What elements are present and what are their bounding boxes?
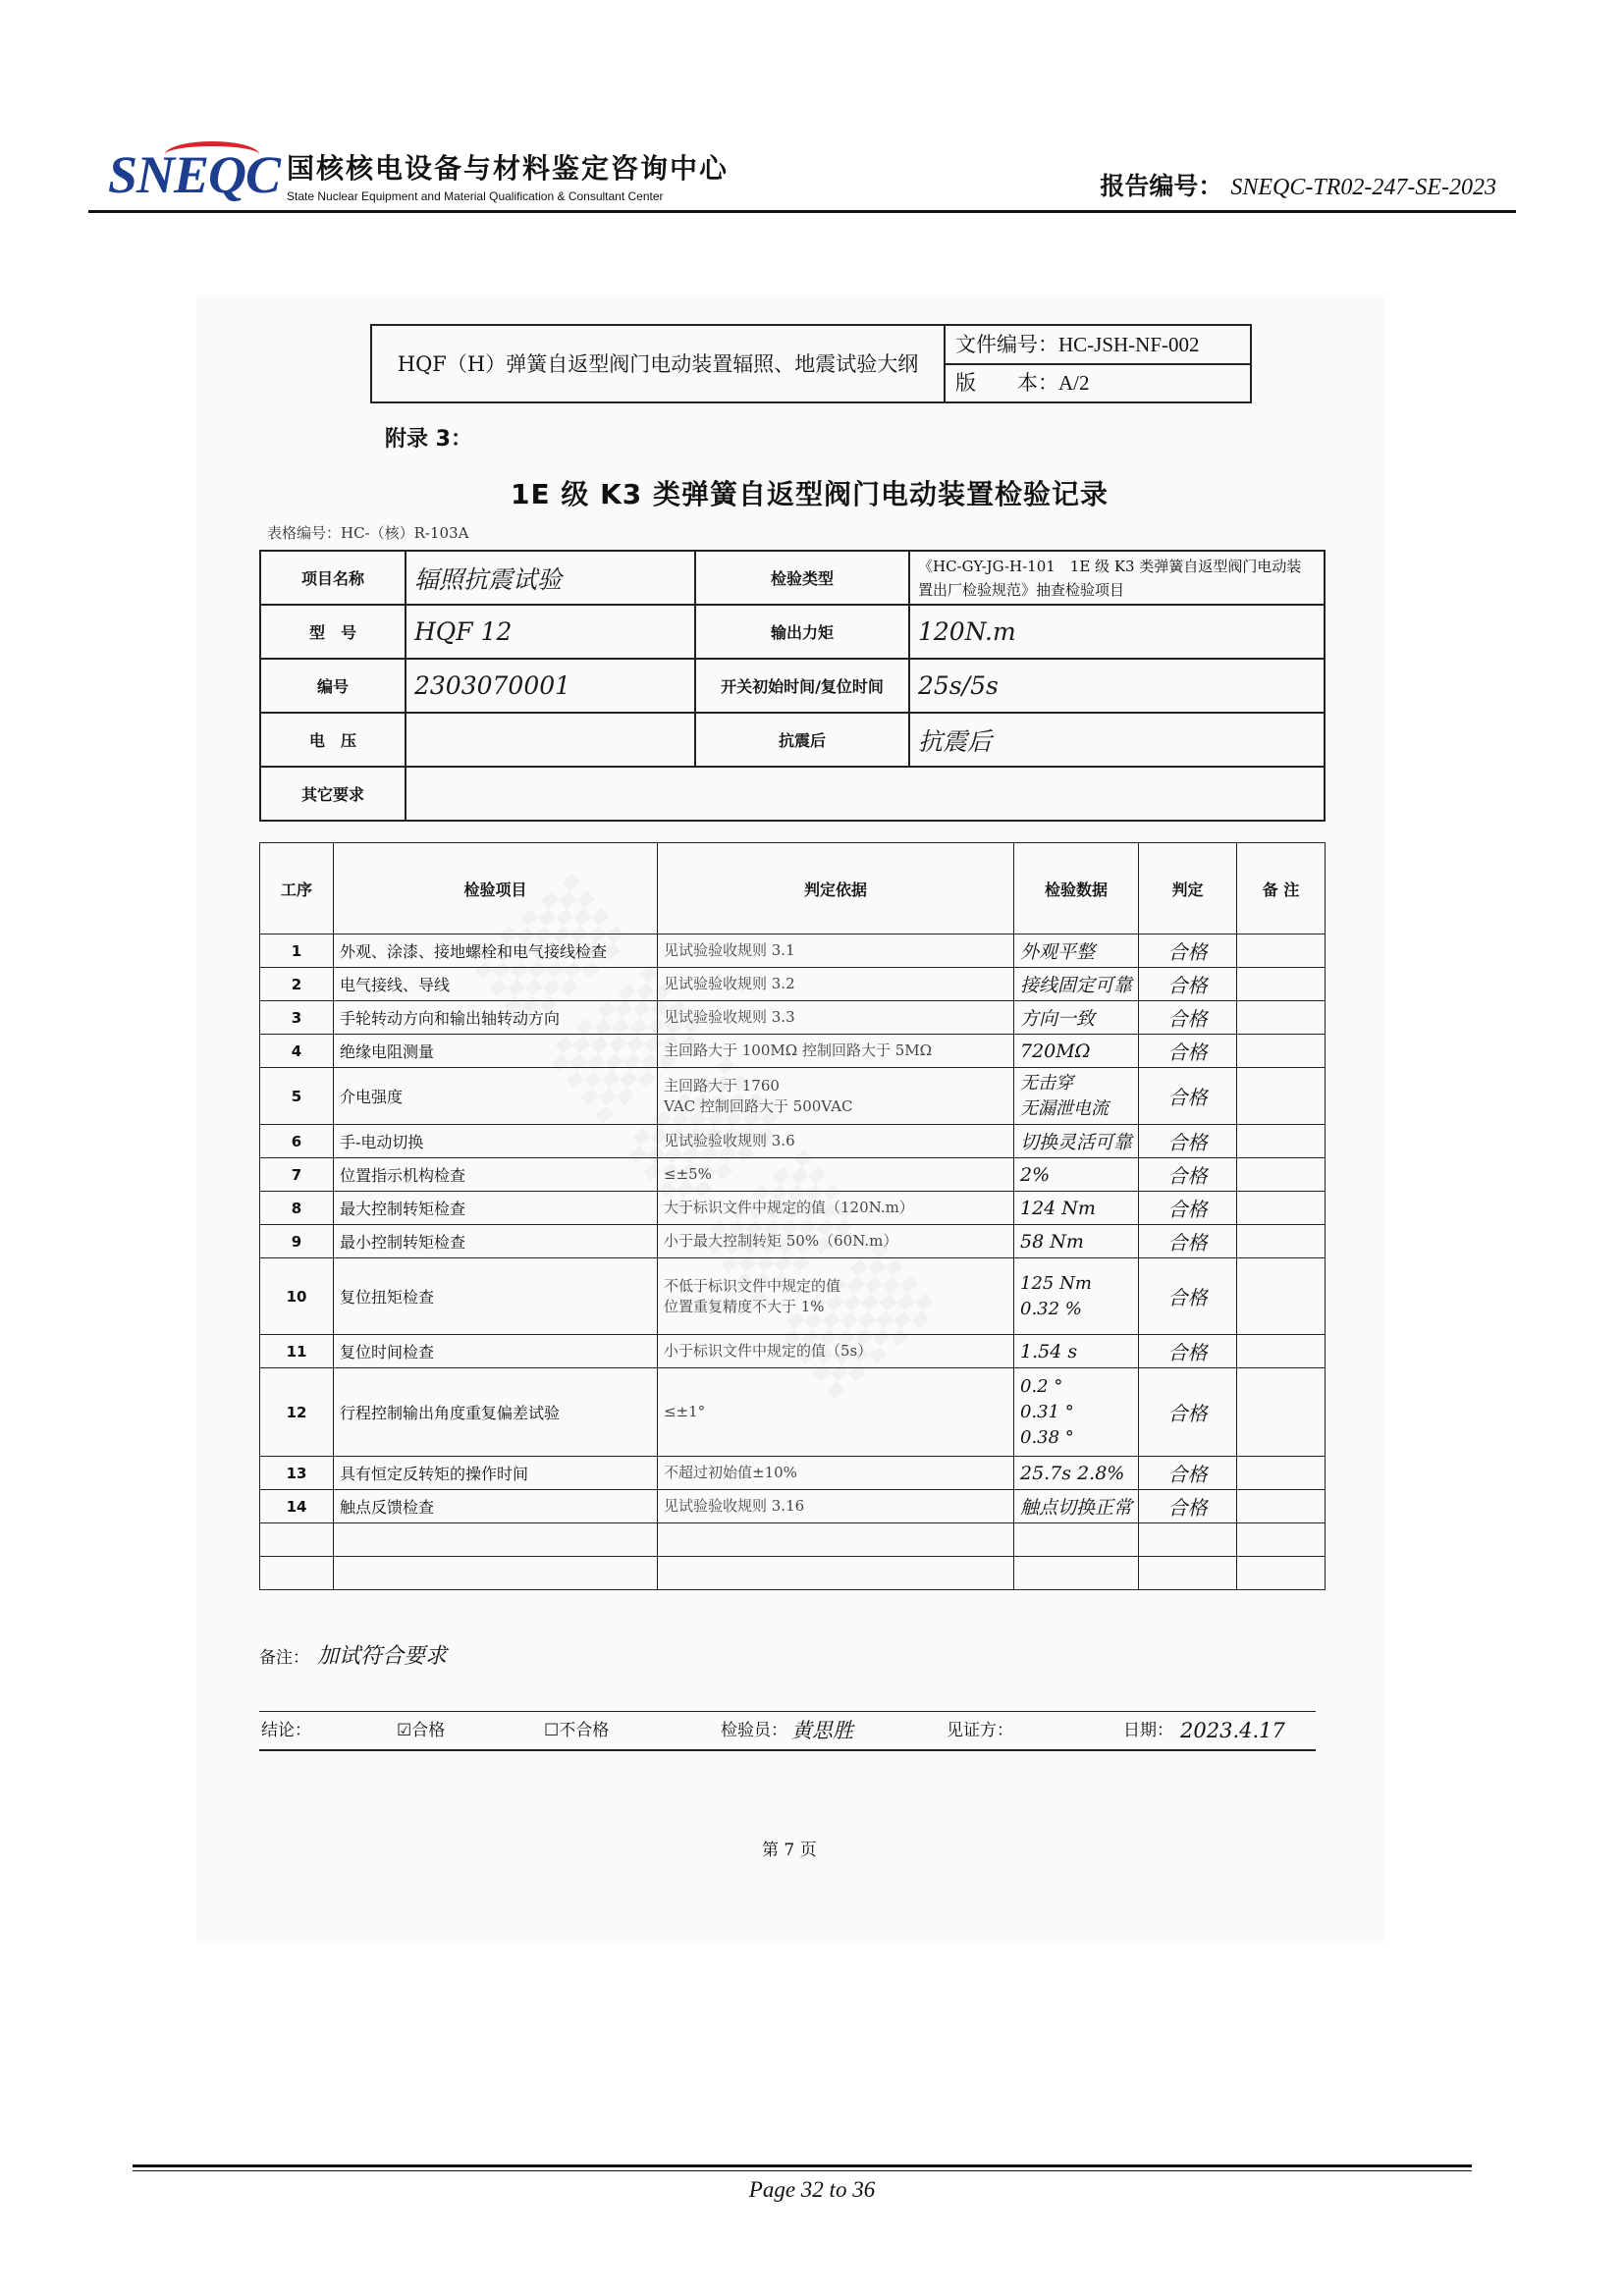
note [1237,1368,1326,1457]
other-value [406,767,1325,821]
inspection-type-label: 检验类型 [695,551,909,605]
remarks-value: 加试符合要求 [317,1644,448,1669]
step-number: 10 [260,1258,334,1335]
verdict: 合格 [1139,968,1237,1001]
step-number: 6 [260,1125,334,1158]
note [1237,1192,1326,1225]
measured-data: 25.7s 2.8% [1014,1457,1139,1490]
witness-label: 见证方： [947,1721,1013,1740]
criterion: 见试验验收规则 3.1 [658,934,1014,968]
note [1237,1158,1326,1192]
measured-data: 外观平整 [1014,934,1139,968]
time-value: 25s/5s [909,659,1325,713]
remarks [259,1639,447,1670]
inspection-item: 触点反馈检查 [334,1490,658,1523]
form-header-table [370,324,1252,403]
inspection-row [260,1225,1326,1258]
model-label: 型 号 [260,605,406,659]
other-label: 其它要求 [260,767,406,821]
date-label: 日期： [1123,1721,1173,1740]
measured-data: 1.54 s [1014,1335,1139,1368]
inspection-item: 复位时间检查 [334,1335,658,1368]
note [1237,968,1326,1001]
remarks-label: 备注： [259,1648,309,1668]
measured-data-line: 0.31 ° [1020,1401,1074,1422]
measured-data: 接线固定可靠 [1014,968,1139,1001]
fail-checkbox: ☐不合格 [544,1721,610,1740]
inspection-row [260,1158,1326,1192]
measured-data-line: 125 Nm [1020,1272,1092,1294]
measured-data [1014,1258,1139,1335]
sheet-page-number: 第 7 页 [762,1841,817,1860]
inspection-row [260,1125,1326,1158]
project-name-label: 项目名称 [260,551,406,605]
inspection-item: 电气接线、导线 [334,968,658,1001]
serial-label: 编号 [260,659,406,713]
note [1237,1258,1326,1335]
inspection-item: 最小控制转矩检查 [334,1225,658,1258]
verdict: 合格 [1139,1225,1237,1258]
verdict: 合格 [1139,1001,1237,1035]
report-number [1100,167,1496,202]
doc-version: 版 本：A/2 [945,364,1251,403]
inspection-item: 复位扭矩检查 [334,1258,658,1335]
criterion [658,1258,1014,1335]
measured-data-line: 无漏泄电流 [1020,1097,1109,1119]
inspection-row [260,1192,1326,1225]
measured-data: 方向一致 [1014,1001,1139,1035]
footer-rule [133,2164,1472,2167]
conclusion-row [259,1711,1316,1751]
note [1237,1457,1326,1490]
inspection-item: 具有恒定反转矩的操作时间 [334,1457,658,1490]
verdict: 合格 [1139,1457,1237,1490]
note [1237,1490,1326,1523]
blank-row [260,1557,1326,1590]
note [1237,1035,1326,1068]
logo-arc [165,141,259,168]
step-number: 8 [260,1192,334,1225]
inspection-header-row [260,843,1326,934]
criterion: 不超过初始值±10% [658,1457,1014,1490]
criterion: 主回路大于 100MΩ 控制回路大于 5MΩ [658,1035,1014,1068]
col-verdict: 判定 [1139,843,1237,934]
inspection-item: 绝缘电阻测量 [334,1035,658,1068]
report-number-label: 报告编号： [1100,172,1223,200]
sneqc-logo [108,145,281,204]
criterion: 见试验验收规则 3.6 [658,1125,1014,1158]
criterion: ≤±1° [658,1368,1014,1457]
inspection-item: 介电强度 [334,1068,658,1125]
criterion-line: VAC 控制回路大于 500VAC [664,1096,853,1115]
header-rule [88,210,1516,213]
step-number: 4 [260,1035,334,1068]
criterion: 大于标识文件中规定的值（120N.m） [658,1192,1014,1225]
pass-checkbox: ☑合格 [397,1721,446,1740]
measured-data: 2% [1014,1158,1139,1192]
note [1237,1068,1326,1125]
measured-data: 触点切换正常 [1014,1490,1139,1523]
verdict: 合格 [1139,1368,1237,1457]
criterion: 见试验验收规则 3.2 [658,968,1014,1001]
measured-data: 切换灵活可靠 [1014,1125,1139,1158]
footer-page: Page 32 to 36 [748,2177,876,2202]
inspection-type-value: 《HC-GY-JG-H-101 1E 级 K3 类弹簧自返型阀门电动装置出厂检验规范》抽查检验项目 [909,551,1325,605]
inspection-table [259,842,1326,1590]
verdict: 合格 [1139,1125,1237,1158]
step-number: 11 [260,1335,334,1368]
measured-data [1014,1068,1139,1125]
inspection-row [260,1490,1326,1523]
criterion: 见试验验收规则 3.3 [658,1001,1014,1035]
measured-data-line: 无击穿 [1020,1072,1073,1094]
step-number: 2 [260,968,334,1001]
inspection-row [260,1258,1326,1335]
verdict: 合格 [1139,934,1237,968]
voltage-label: 电 压 [260,713,406,767]
torque-value: 120N.m [909,605,1325,659]
note [1237,1125,1326,1158]
measured-data [1014,1368,1139,1457]
verdict: 合格 [1139,1490,1237,1523]
org-name-cn: 国核核电设备与材料鉴定咨询中心 [287,152,730,185]
inspection-row [260,968,1326,1001]
inspection-row [260,1457,1326,1490]
record-title: 1E 级 K3 类弹簧自返型阀门电动装置检验记录 [511,478,1110,510]
seismic-label: 抗震后 [695,713,909,767]
verdict: 合格 [1139,1335,1237,1368]
voltage-value [406,713,695,767]
criterion-line: 不低于标识文件中规定的值 [664,1276,841,1295]
outline-title: HQF（H）弹簧自返型阀门电动装置辐照、地震试验大纲 [371,325,945,402]
inspection-item: 外观、涂漆、接地螺栓和电气接线检查 [334,934,658,968]
form-number: 表格编号：HC-（核）R-103A [267,524,469,542]
verdict: 合格 [1139,1258,1237,1335]
inspection-item: 位置指示机构检查 [334,1158,658,1192]
note [1237,1225,1326,1258]
verdict: 合格 [1139,1158,1237,1192]
measured-data-line: 0.2 ° [1020,1375,1063,1397]
inspection-item: 最大控制转矩检查 [334,1192,658,1225]
measured-data: 58 Nm [1014,1225,1139,1258]
step-number: 9 [260,1225,334,1258]
inspection-row [260,1368,1326,1457]
conclusion-label: 结论： [261,1721,311,1740]
time-label: 开关初始时间/复位时间 [695,659,909,713]
inspection-item: 行程控制输出角度重复偏差试验 [334,1368,658,1457]
col-notes: 备 注 [1237,843,1326,934]
inspector-label: 检验员： [721,1721,787,1740]
blank-row [260,1523,1326,1557]
inspection-item: 手-电动切换 [334,1125,658,1158]
verdict: 合格 [1139,1035,1237,1068]
verdict: 合格 [1139,1068,1237,1125]
inspection-row [260,1001,1326,1035]
inspection-item: 手轮转动方向和输出轴转动方向 [334,1001,658,1035]
inspection-row [260,1068,1326,1125]
logo-text: SNEQC [108,145,281,204]
inspection-row [260,1335,1326,1368]
step-number: 12 [260,1368,334,1457]
footer-rule-thin [133,2170,1472,2171]
appendix-label: 附录 3： [385,427,472,452]
measured-data-line: 0.32 % [1020,1298,1082,1319]
report-number-value: SNEQC-TR02-247-SE-2023 [1230,175,1496,200]
note [1237,934,1326,968]
measured-data-line: 0.38 ° [1020,1426,1074,1448]
org-name-en: State Nuclear Equipment and Material Qualification & Consultant Center [287,189,664,203]
model-value: HQF 12 [406,605,695,659]
step-number: 7 [260,1158,334,1192]
col-data: 检验数据 [1014,843,1139,934]
doc-number: 文件编号：HC-JSH-NF-002 [945,325,1251,364]
inspection-row [260,1035,1326,1068]
col-item: 检验项目 [334,843,658,934]
col-basis: 判定依据 [658,843,1014,934]
criterion [658,1068,1014,1125]
verdict: 合格 [1139,1192,1237,1225]
measured-data: 720MΩ [1014,1035,1139,1068]
measured-data: 124 Nm [1014,1192,1139,1225]
note [1237,1335,1326,1368]
criterion: 小于最大控制转矩 50%（60N.m） [658,1225,1014,1258]
inspector-signature: 黄思胜 [791,1719,853,1742]
step-number: 14 [260,1490,334,1523]
serial-value: 2303070001 [406,659,695,713]
criterion-line: 位置重复精度不大于 1% [664,1297,825,1315]
date-value: 2023.4.17 [1180,1719,1285,1742]
seismic-value: 抗震后 [909,713,1325,767]
step-number: 1 [260,934,334,968]
criterion: 小于标识文件中规定的值（5s） [658,1335,1014,1368]
torque-label: 输出力矩 [695,605,909,659]
info-table [259,550,1326,822]
step-number: 3 [260,1001,334,1035]
criterion: 见试验验收规则 3.16 [658,1490,1014,1523]
step-number: 5 [260,1068,334,1125]
note [1237,1001,1326,1035]
criterion-line: 主回路大于 1760 [664,1076,780,1095]
criterion: ≤±5% [658,1158,1014,1192]
step-number: 13 [260,1457,334,1490]
col-seq: 工序 [260,843,334,934]
inspection-row [260,934,1326,968]
project-name-value: 辐照抗震试验 [406,551,695,605]
